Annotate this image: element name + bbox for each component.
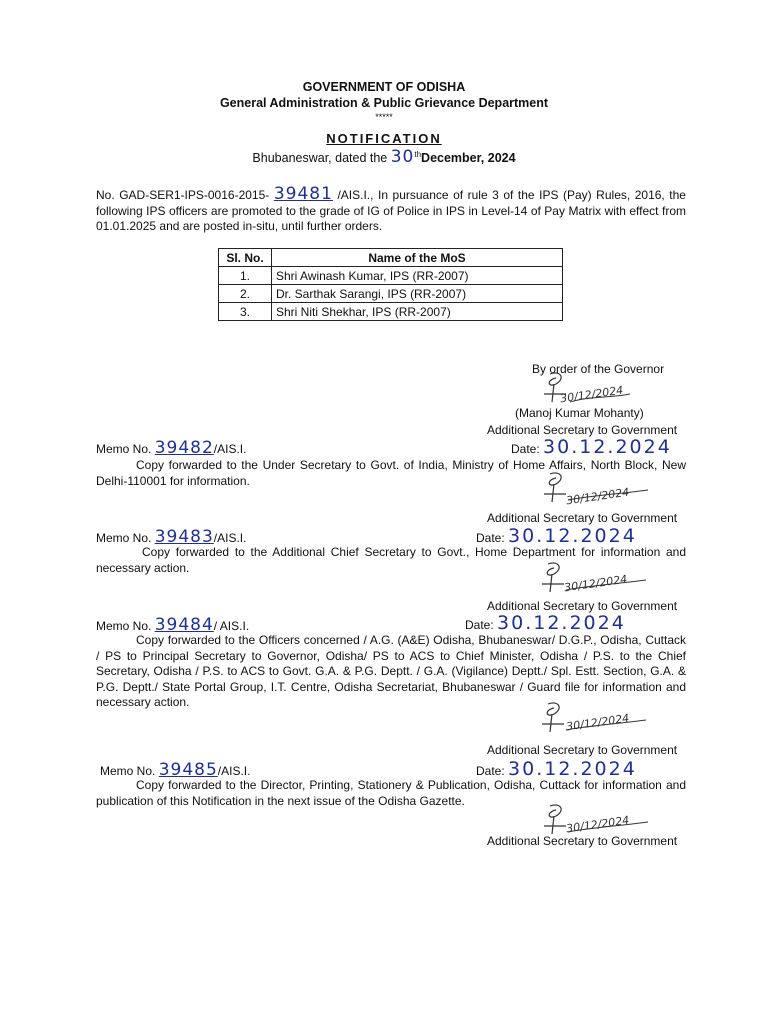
- signature-initials: 30/12/2024: [565, 813, 631, 836]
- memo-4-date: Date: 30.12.2024: [476, 758, 637, 780]
- signature-initials: 30/12/2024: [565, 485, 631, 508]
- table-cell: Dr. Sarthak Sarangi, IPS (RR-2007): [272, 285, 563, 303]
- by-order-text: By order of the Governor: [532, 362, 665, 376]
- table-row: [219, 303, 563, 321]
- memo-3-text: Copy forwarded to the Officers concerned / A.G. (A&E) Odisha, Bhubaneswar/ D.G.P., Odisha, Cuttack / PS to Principal Secretary to Governor, Odisha/ PS to ACS to Chief Minister, Odisha / P.S. to the Chief Secretary, Odisha / P.S. to ACS to Govt. G.A. & P.G. Deptt. / G.A. (Vigilance) Deptt./ Spl. Estt. Section, G.A. & P.G. Deptt./ State Portal Group, I.T. Centre, Odisha Secretariat, Bhubaneswar / Guard file for information and necessary action.: [96, 633, 686, 709]
- signatory-name: (Manoj Kumar Mohanty): [515, 406, 644, 420]
- handwritten-memo-no: 39482: [154, 438, 214, 458]
- handwritten-memo-no: 39484: [154, 615, 214, 635]
- notification-body: No. GAD-SER1-IPS-0016-2015- 39481 /AIS.I., In pursuance of rule 3 of the IPS (Pay) Rules, 2016, the following IPS officers are promoted to the grade of IG of Police in IPS in Level-14 of Pay Matrix with effect from 01.01.2025 and are posted in-situ, until further orders.: [96, 184, 686, 233]
- table-cell: 1.: [219, 267, 272, 285]
- department-title: General Administration & Public Grievance Department: [219, 96, 549, 110]
- memo-3-designation: Additional Secretary to Government: [487, 743, 678, 757]
- header-name: Name of the MoS: [272, 249, 563, 267]
- notification-date: Bhubaneswar, dated the 30thDecember, 2024: [252, 147, 516, 167]
- memo-1-designation: Additional Secretary to Government: [487, 511, 678, 525]
- signatory-designation: Additional Secretary to Government: [487, 423, 678, 437]
- memo-3-number: Memo No. 39484/ AIS.I.: [96, 615, 250, 635]
- memo-1-date: Date: 30.12.2024: [511, 436, 672, 458]
- memo-3-date: Date: 30.12.2024: [465, 612, 626, 634]
- table-header-row: [219, 249, 563, 267]
- table-cell: Shri Awinash Kumar, IPS (RR-2007): [272, 267, 563, 285]
- handwritten-memo-no: 39485: [158, 760, 218, 780]
- memo-2-date: Date: 30.12.2024: [476, 525, 637, 547]
- memo-2-designation: Additional Secretary to Government: [487, 599, 678, 613]
- header-sl-no: Sl. No.: [219, 249, 272, 267]
- memo-4-number: Memo No. 39485/AIS.I.: [100, 760, 251, 780]
- table-row: [219, 285, 563, 303]
- table-cell: Shri Niti Shekhar, IPS (RR-2007): [272, 303, 563, 321]
- handwritten-date: 30.12.2024: [508, 758, 637, 780]
- signature-initials: 30/12/2024: [559, 383, 625, 406]
- memo-1-text: Copy forwarded to the Under Secretary to Govt. of India, Ministry of Home Affairs, North Block, New Delhi-110001 for information.: [96, 458, 686, 488]
- officers-table: [218, 248, 563, 321]
- memo-4-text: Copy forwarded to the Director, Printing, Stationery & Publication, Odisha, Cuttack for information and publication of this Notification in the next issue of the Odisha Gazette.: [96, 778, 686, 808]
- handwritten-memo-no: 39483: [154, 527, 214, 547]
- notification-title: NOTIFICATION: [326, 131, 442, 146]
- memo-2-text: Copy forwarded to the Additional Chief Secretary to Govt., Home Department for information and necessary action.: [96, 545, 686, 575]
- table-row: [219, 267, 563, 285]
- memo-2-number: Memo No. 39483/AIS.I.: [96, 527, 247, 547]
- handwritten-date: 30.12.2024: [508, 525, 637, 547]
- signature-initials: 30/12/2024: [565, 711, 631, 734]
- govt-title: GOVERNMENT OF ODISHA: [302, 80, 466, 94]
- handwritten-date: 30.12.2024: [497, 612, 626, 634]
- handwritten-date: 30.12.2024: [543, 436, 672, 458]
- memo-4-designation: Additional Secretary to Government: [487, 834, 678, 848]
- table-cell: 3.: [219, 303, 272, 321]
- stars-separator: *****: [375, 112, 393, 122]
- table-cell: 2.: [219, 285, 272, 303]
- signature-initials: 30/12/2024: [563, 572, 629, 595]
- handwritten-day: 30: [390, 147, 415, 167]
- handwritten-notification-no: 39481: [273, 184, 333, 204]
- memo-1-number: Memo No. 39482/AIS.I.: [96, 438, 247, 458]
